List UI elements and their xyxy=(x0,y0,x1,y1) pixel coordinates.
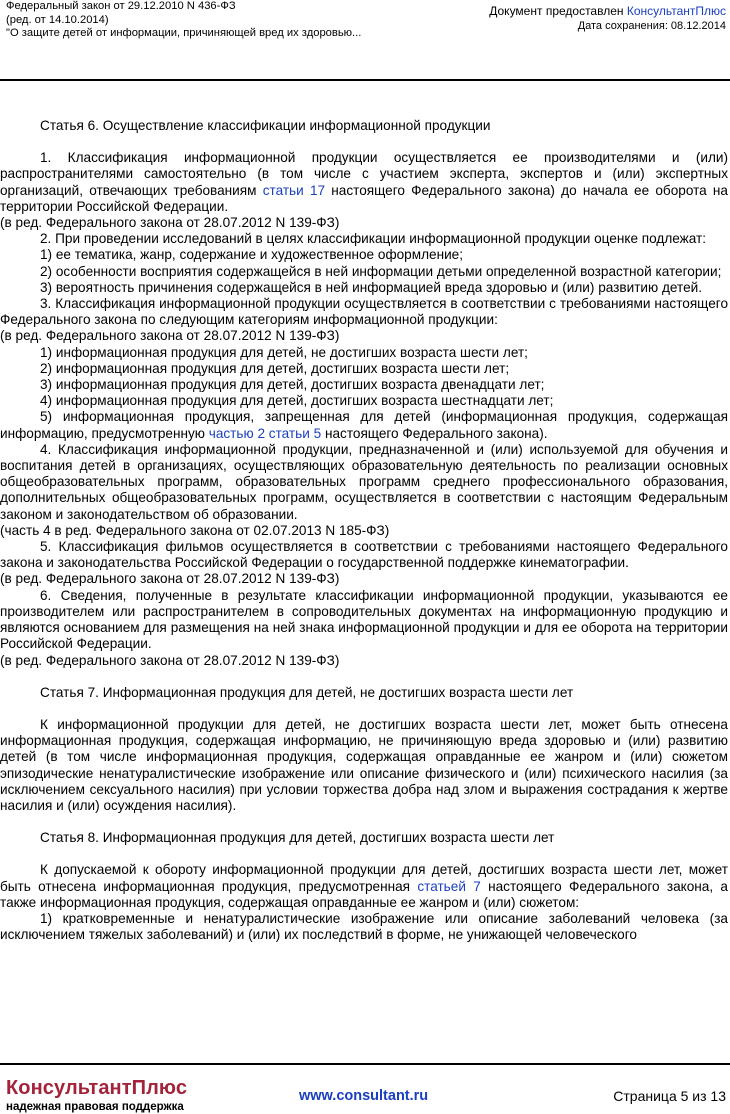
article-7-title: Статья 7. Информационная продукция для детей, не достигших возраста шести лет xyxy=(40,684,574,700)
document-header-title xyxy=(6,0,361,41)
article-6-part-2: 2. При проведении исследований в целях классификации информационной продукции оценке подлежат: xyxy=(40,231,707,247)
page-number: Страница 5 из 13 xyxy=(613,1088,726,1104)
saved-date: Дата сохранения: 08.12.2014 xyxy=(577,20,726,32)
paragraph-text: 1. Классификация информационной продукции осуществляется ее производителями и (или) распространителями самостоятельно (в том числе с участием эксперта, экспертов и (или) экспертных организаций, отвечающих требованиям xyxy=(0,150,728,198)
document-body xyxy=(0,118,728,943)
list-item: 4) информационная продукция для детей, достигших возраста шестнадцати лет; xyxy=(40,393,554,409)
provider-brand-link[interactable]: КонсультантПлюс xyxy=(626,4,726,18)
article-7-text: К информационной продукции для детей, не достигших возраста шести лет, может быть отнесена информационная продукция, содержащая информацию, не причиняющую вреда здоровью и (или) развитию детей (в том числе информационная продукция, содержащая оправданные ее жанром и (или) сюжетом эпизодические ненатуралистические изображение или описание физического и (или) психического насилия (за исключением сексуального насилия) при условии торжества добра над злом и выражения сострадания к жертве насилия и (или) осуждения насилия). xyxy=(0,716,728,813)
document-header-provider xyxy=(489,4,726,34)
paragraph-text: настоящего Федерального закона). xyxy=(321,425,548,441)
article-6-part-5: 5. Классификация фильмов осуществляется в соответствии с требованиями настоящего Федерального закона и законодательства Российской Федерации о государственной поддержке кинематографии. xyxy=(0,539,728,571)
footer-divider xyxy=(0,1063,730,1065)
header-law-line: Федеральный закон от 29.12.2010 N 436-ФЗ xyxy=(6,0,236,12)
list-item: 1) информационная продукция для детей, не достигших возраста шести лет; xyxy=(40,344,528,360)
link-article-5-part-2[interactable]: частью 2 статьи 5 xyxy=(208,425,322,441)
article-8-title: Статья 8. Информационная продукция для детей, достигших возраста шести лет xyxy=(40,830,555,846)
revision-note: (в ред. Федерального закона от 28.07.2012 N 139-ФЗ) xyxy=(0,652,340,668)
article-6-part-3: 3. Классификация информационной продукции осуществляется в соответствии с требованиями настоящего Федерального закона по следующим категориям информационной продукции: xyxy=(0,296,728,328)
article-6-part-4: 4. Классификация информационной продукции, предназначенной и (или) используемой для обучения и воспитания детей в организациях, осуществляющих образовательную деятельность по реализации основных общеобразовательных программ, образовательных программ среднего профессионального образования, дополнительных общеобразовательных программ, осуществляется в соответствии с настоящим Федеральным законом и законодательством об образовании. xyxy=(0,441,728,522)
revision-note: (в ред. Федерального закона от 28.07.2012 N 139-ФЗ) xyxy=(0,215,340,231)
list-item: 3) вероятность причинения содержащейся в ней информацией вреда здоровью и (или) развитию детей. xyxy=(40,279,703,295)
list-item: 1) ее тематика, жанр, содержание и художественное оформление; xyxy=(40,247,464,263)
paragraph-text: 5) информационная продукция, запрещенная для детей (информационная продукция, содержащая информацию, предусмотренную xyxy=(0,409,728,441)
provided-by-label: Документ предоставлен xyxy=(489,4,627,18)
revision-note: (в ред. Федерального закона от 28.07.2012 N 139-ФЗ) xyxy=(0,571,340,587)
header-revision-line: (ред. от 14.10.2014) xyxy=(6,13,109,26)
link-article-7[interactable]: статьей 7 xyxy=(417,878,481,894)
article-6-part-6: 6. Сведения, полученные в результате классификации информационной продукции, указываются ее производителем или распространителем в сопроводительных документах на информационную продукцию и являются основанием для размещения на ней знака информационной продукции и для ее оборота на территории Российской Федерации. xyxy=(0,587,728,652)
article-6-part-1 xyxy=(0,150,728,215)
site-link[interactable]: www.consultant.ru xyxy=(299,1088,429,1104)
paragraph-text: настоящего Федерального закона) до начала ее оборота на территории Российской Федерации. xyxy=(0,182,728,214)
list-item: 3) информационная продукция для детей, достигших возраста двенадцати лет; xyxy=(40,377,545,393)
list-item: 2) особенности восприятия содержащейся в ней информации детьми определенной возрастной категории; xyxy=(40,263,722,279)
revision-note: (часть 4 в ред. Федерального закона от 02.07.2013 N 185-ФЗ) xyxy=(0,522,390,538)
consultant-logo xyxy=(6,1078,187,1113)
list-item: 1) кратковременные и ненатуралистические изображение или описание заболеваний человека (за исключением тяжелых заболеваний) и (или) их последствий в форме, не унижающей человеческого xyxy=(0,910,728,943)
list-item: 2) информационная продукция для детей, достигших возраста шести лет; xyxy=(40,360,510,376)
link-article-17[interactable]: статьи 17 xyxy=(262,182,326,198)
paragraph-text: К допускаемой к обороту информационной продукции для детей, достигших возраста шести лет, может быть отнесена информационная продукция, предусмотренная xyxy=(0,862,728,894)
logo-text: КонсультантПлюс xyxy=(6,1077,188,1099)
paragraph-text: настоящего Федерального закона, а также информационная продукция, содержащая оправданные ее жанром и (или) сюжетом: xyxy=(0,878,728,910)
logo-tagline: надежная правовая поддержка xyxy=(6,1101,184,1113)
header-divider xyxy=(0,79,730,81)
header-law-name-line: "О защите детей от информации, причиняющей вред их здоровью... xyxy=(6,27,362,39)
article-8-intro xyxy=(0,862,728,911)
list-item xyxy=(0,409,728,441)
article-6-title: Статья 6. Осуществление классификации информационной продукции xyxy=(40,118,491,133)
revision-note: (в ред. Федерального закона от 28.07.2012 N 139-ФЗ) xyxy=(0,328,340,344)
